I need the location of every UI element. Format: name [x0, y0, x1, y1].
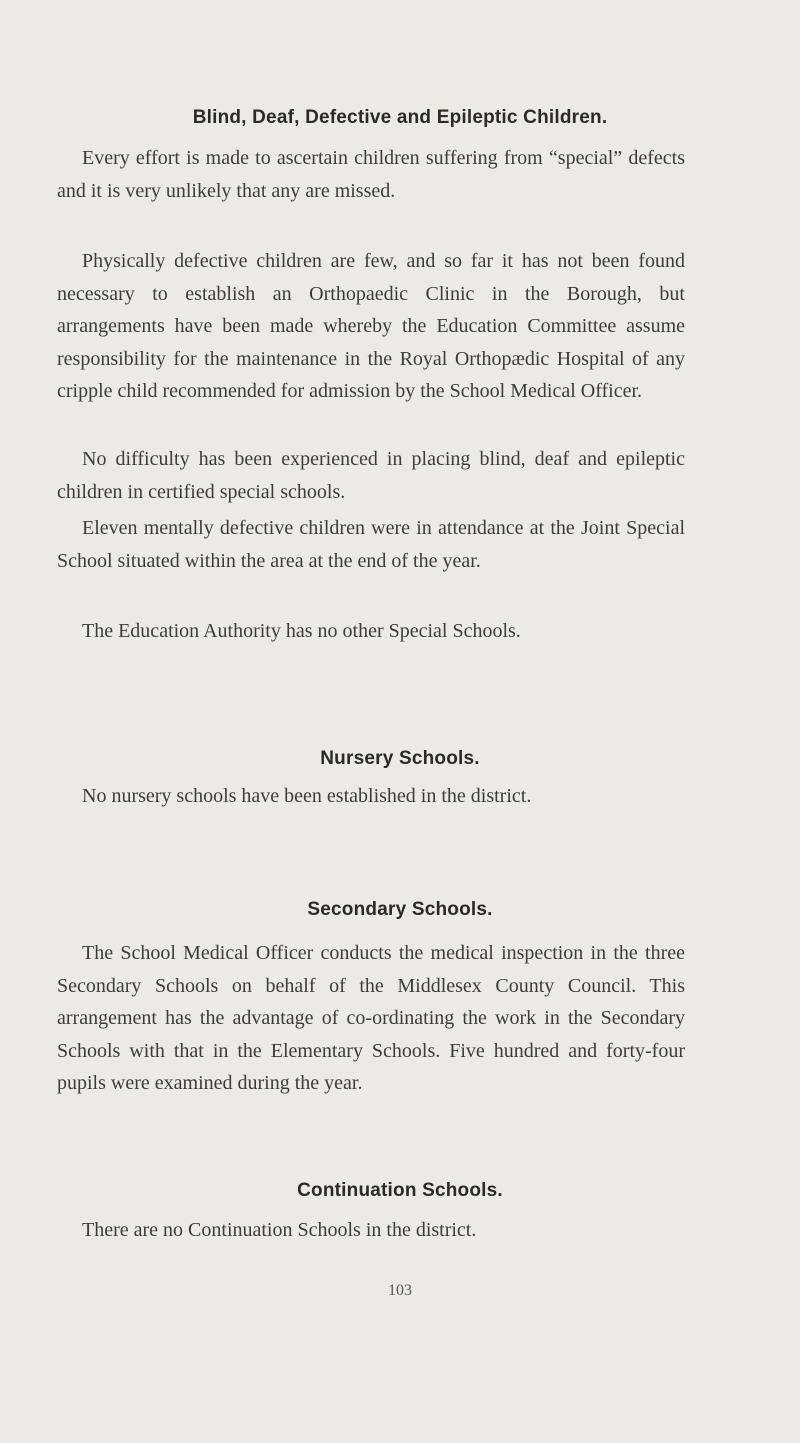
paragraph-no-other-special: The Education Authority has no other Special Schools.: [82, 620, 521, 642]
section-title-nursery: Nursery Schools.: [320, 748, 480, 769]
paragraph-physically-defective: Physically defective children are few, and so far it has not been found necessary to establish an Orthopaedic Clinic in the Borough, but arrangements have been made whereby the Education Committee assume responsibility for the maintenance in the Royal Orthopædic Hospital of any cripple child recommended for admission by the School Medical Officer.: [57, 250, 685, 402]
section-title-blind-deaf: Blind, Deaf, Defective and Epileptic Children.: [192, 107, 608, 128]
section-title-continuation: Continuation Schools.: [297, 1180, 503, 1201]
paragraph-secondary: The School Medical Officer conducts the medical inspection in the three Secondary Schools on behalf of the Middlesex County Council. This arrangement has the advantage of co-ordinating the work in the Secondary Schools with that in the Elementary Schools. Five hundred and forty-four pupils were examined during the year.: [57, 942, 685, 1094]
paragraph-special-defects: Every effort is made to ascertain children suffering from “special” defects and it is very unlikely that any are missed.: [57, 147, 685, 202]
paragraph-nursery: No nursery schools have been established in the district.: [82, 785, 532, 807]
section-title-secondary: Secondary Schools.: [307, 899, 493, 920]
paragraph-continuation: There are no Continuation Schools in the district.: [82, 1219, 477, 1241]
paragraph-blind-deaf-epileptic: No difficulty has been experienced in placing blind, deaf and epileptic children in certified special schools.: [57, 448, 685, 503]
paragraph-mentally-defective: Eleven mentally defective children were in attendance at the Joint Special School situated within the area at the end of the year.: [57, 517, 685, 572]
page-number: 103: [388, 1282, 412, 1299]
